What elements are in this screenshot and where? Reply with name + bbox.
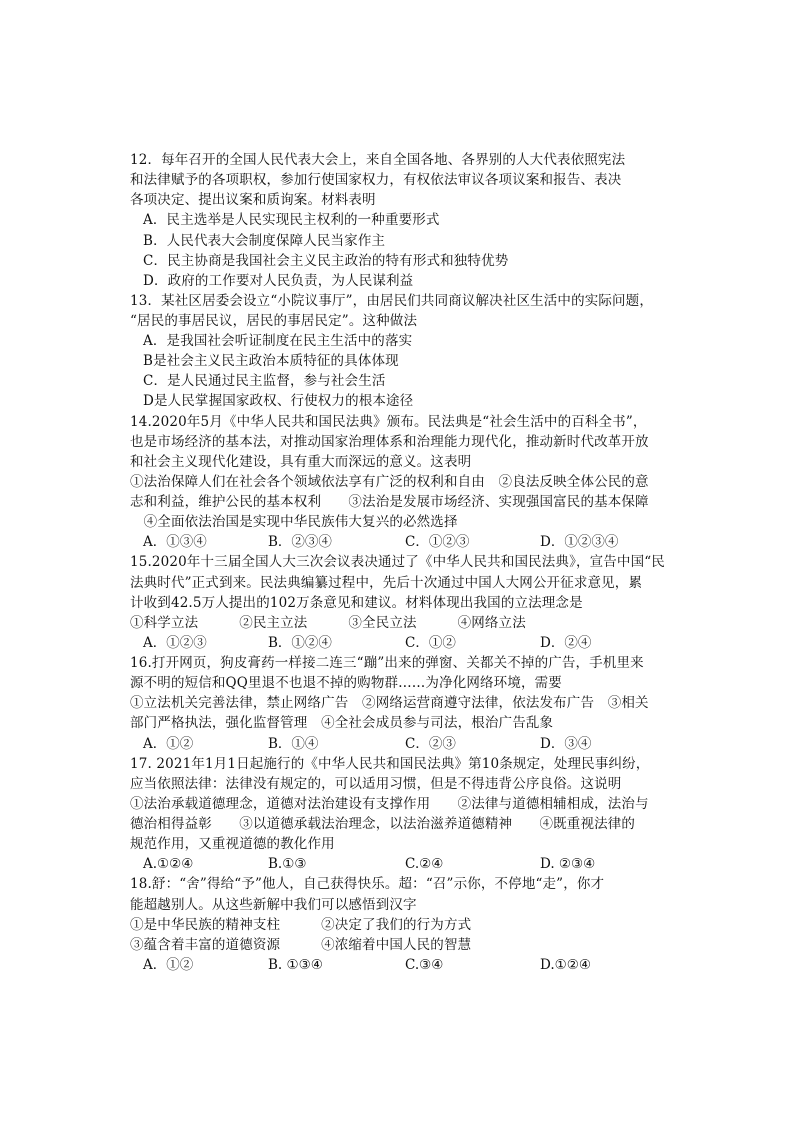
q15-stem-line-2: 法典时代”正式到来。民法典编纂过程中，先后十次通过中国人大网公开征求意见，累 [130, 575, 643, 591]
q14-choice-c: C．①②③ [405, 534, 470, 550]
q16-choice-b: B．①④ [268, 736, 319, 752]
q17-choice-c: C.②④ [405, 856, 444, 872]
q12-option-c: C．民主协商是我国社会主义民主政治的特有形式和独特优势 [143, 253, 509, 269]
q16-stem-line-1: 16.打开网页，狗皮膏药一样接二连三“蹦”出来的弹窗、关都关不掉的广告，手机里来 [130, 655, 644, 671]
q17-stem-line-1: 17. 2021年1月1日起施行的《中华人民共和国民法典》第10条规定，处理民事纠纷， [130, 756, 650, 772]
q13-stem-line-1: 13．某社区居委会设立“小院议事厅”，由居民们共同商议解决社区生活中的实际问题， [130, 293, 653, 309]
q12-option-d: D．政府的工作要对人民负责，为人民谋利益 [143, 273, 414, 289]
q18-choice-d: D.①②④ [540, 957, 591, 973]
q12-stem-line-1: 12．每年召开的全国人民代表大会上，来自全国各地、各界别的人大代表依照宪法 [130, 152, 626, 168]
q14-stem-line-4: ①法治保障人们在社会各个领域依法享有广泛的权利和自由 ②良法反映全体公民的意 [130, 474, 649, 490]
q13-option-b: B是社会主义民主政治本质特征的具体体现 [143, 353, 399, 369]
q16-stem-line-2: 源不明的短信和QQ里退不也退不掉的购物群……为净化网络环境，需要 [130, 675, 562, 691]
q15-stem-line-1: 15.2020年十三届全国人大三次会议表决通过了《中华人民共和国民法典》，宣告中国“民 [130, 554, 665, 570]
q14-stem-line-5: 志和利益，维护公民的基本权利 ③法治是发展市场经济、实现强国富民的基本保障 [130, 494, 649, 510]
q14-choice-a: A．①③④ [143, 534, 207, 550]
q14-stem-line-3: 和社会主义现代化建设，具有重大而深远的意义。这表明 [130, 454, 472, 470]
q17-stem-line-2: 应当依照法律：法律没有规定的，可以适用习惯，但是不得违背公序良俗。这说明 [130, 776, 622, 792]
q18-choice-c: C.③④ [405, 957, 444, 973]
q16-choice-c: C．②③ [405, 736, 456, 752]
q18-stem-line-2: 能超越别人。从这些新解中我们可以感悟到汉字 [130, 897, 417, 913]
q18-choice-b: B. ①③④ [268, 957, 323, 973]
q17-choice-d: D. ②③④ [540, 856, 596, 872]
q18-stem-line-1: 18.舒：“舍”得给“予”他人，自己获得快乐。超：“召”示你，不停地“走”，你才 [130, 876, 605, 892]
q14-stem-line-6: ④全面依法治国是实现中华民族伟大复兴的必然选择 [130, 514, 458, 530]
q13-stem-line-2: “居民的事居民议，居民的事居民定”。这种做法 [130, 313, 418, 329]
q16-stem-line-3: ①立法机关完善法律，禁止网络广告 ②网络运营商遵守法律，依法发布广告 ③相关 [130, 695, 649, 711]
q14-stem-line-1: 14.2020年5月《中华人民共和国民法典》颁布。民法典是“社会生活中的百科全书”， [130, 414, 647, 430]
q12-option-b: B．人民代表大会制度保障人民当家作主 [143, 233, 386, 249]
q15-choice-d: D．②④ [540, 635, 592, 651]
q16-choice-a: A．①② [143, 736, 194, 752]
q15-stem-line-4: ①科学立法 ②民主立法 ③全民立法 ④网络立法 [130, 615, 526, 631]
q18-stem-line-4: ③蕴含着丰富的道德资源 ④浓缩着中国人民的智慧 [130, 937, 472, 953]
q18-choice-a: A．①② [143, 957, 194, 973]
q12-option-a: A．民主选举是人民实现民主权利的一种重要形式 [143, 212, 440, 228]
q13-option-a: A．是我国社会听证制度在民主生活中的落实 [143, 333, 413, 349]
q14-choice-b: B．②③④ [268, 534, 332, 550]
q13-option-d: D是人民掌握国家政权、行使权力的根本途径 [143, 393, 414, 409]
q17-choice-a: A.①②④ [143, 856, 194, 872]
q12-stem-line-3: 各项决定、提出议案和质询案。材料表明 [130, 192, 376, 208]
q15-choice-a: A．①②③ [143, 635, 207, 651]
q17-choice-b: B.①③ [268, 856, 307, 872]
q15-stem-line-3: 计收到42.5万人提出的102万条意见和建议。材料体现出我国的立法理念是 [130, 595, 583, 611]
q15-choice-c: C．①② [405, 635, 456, 651]
q17-stem-line-5: 规范作用，又重视道德的教化作用 [130, 836, 335, 852]
q12-stem-line-2: 和法律赋予的各项职权，参加行使国家权力，有权依法审议各项议案和报告、表决 [130, 172, 622, 188]
q16-choice-d: D．③④ [540, 736, 592, 752]
q15-choice-b: B．①②④ [268, 635, 332, 651]
q17-stem-line-4: 德治相得益彰 ③以道德承载法治理念，以法治滋养道德精神 ④既重视法律的 [130, 816, 636, 832]
q14-choice-d: D．①②③④ [540, 534, 619, 550]
q14-stem-line-2: 也是市场经济的基本法，对推动国家治理体系和治理能力现代化，推动新时代改革开放 [130, 434, 649, 450]
q17-stem-line-3: ①法治承载道德理念，道德对法治建设有支撑作用 ②法律与道德相辅相成，法治与 [130, 796, 649, 812]
q18-stem-line-3: ①是中华民族的精神支柱 ②决定了我们的行为方式 [130, 917, 472, 933]
q16-stem-line-4: 部门严格执法，强化监督管理 ④全社会成员参与司法，根治广告乱象 [130, 715, 554, 731]
q13-option-c: C．是人民通过民主监督，参与社会生活 [143, 373, 386, 389]
